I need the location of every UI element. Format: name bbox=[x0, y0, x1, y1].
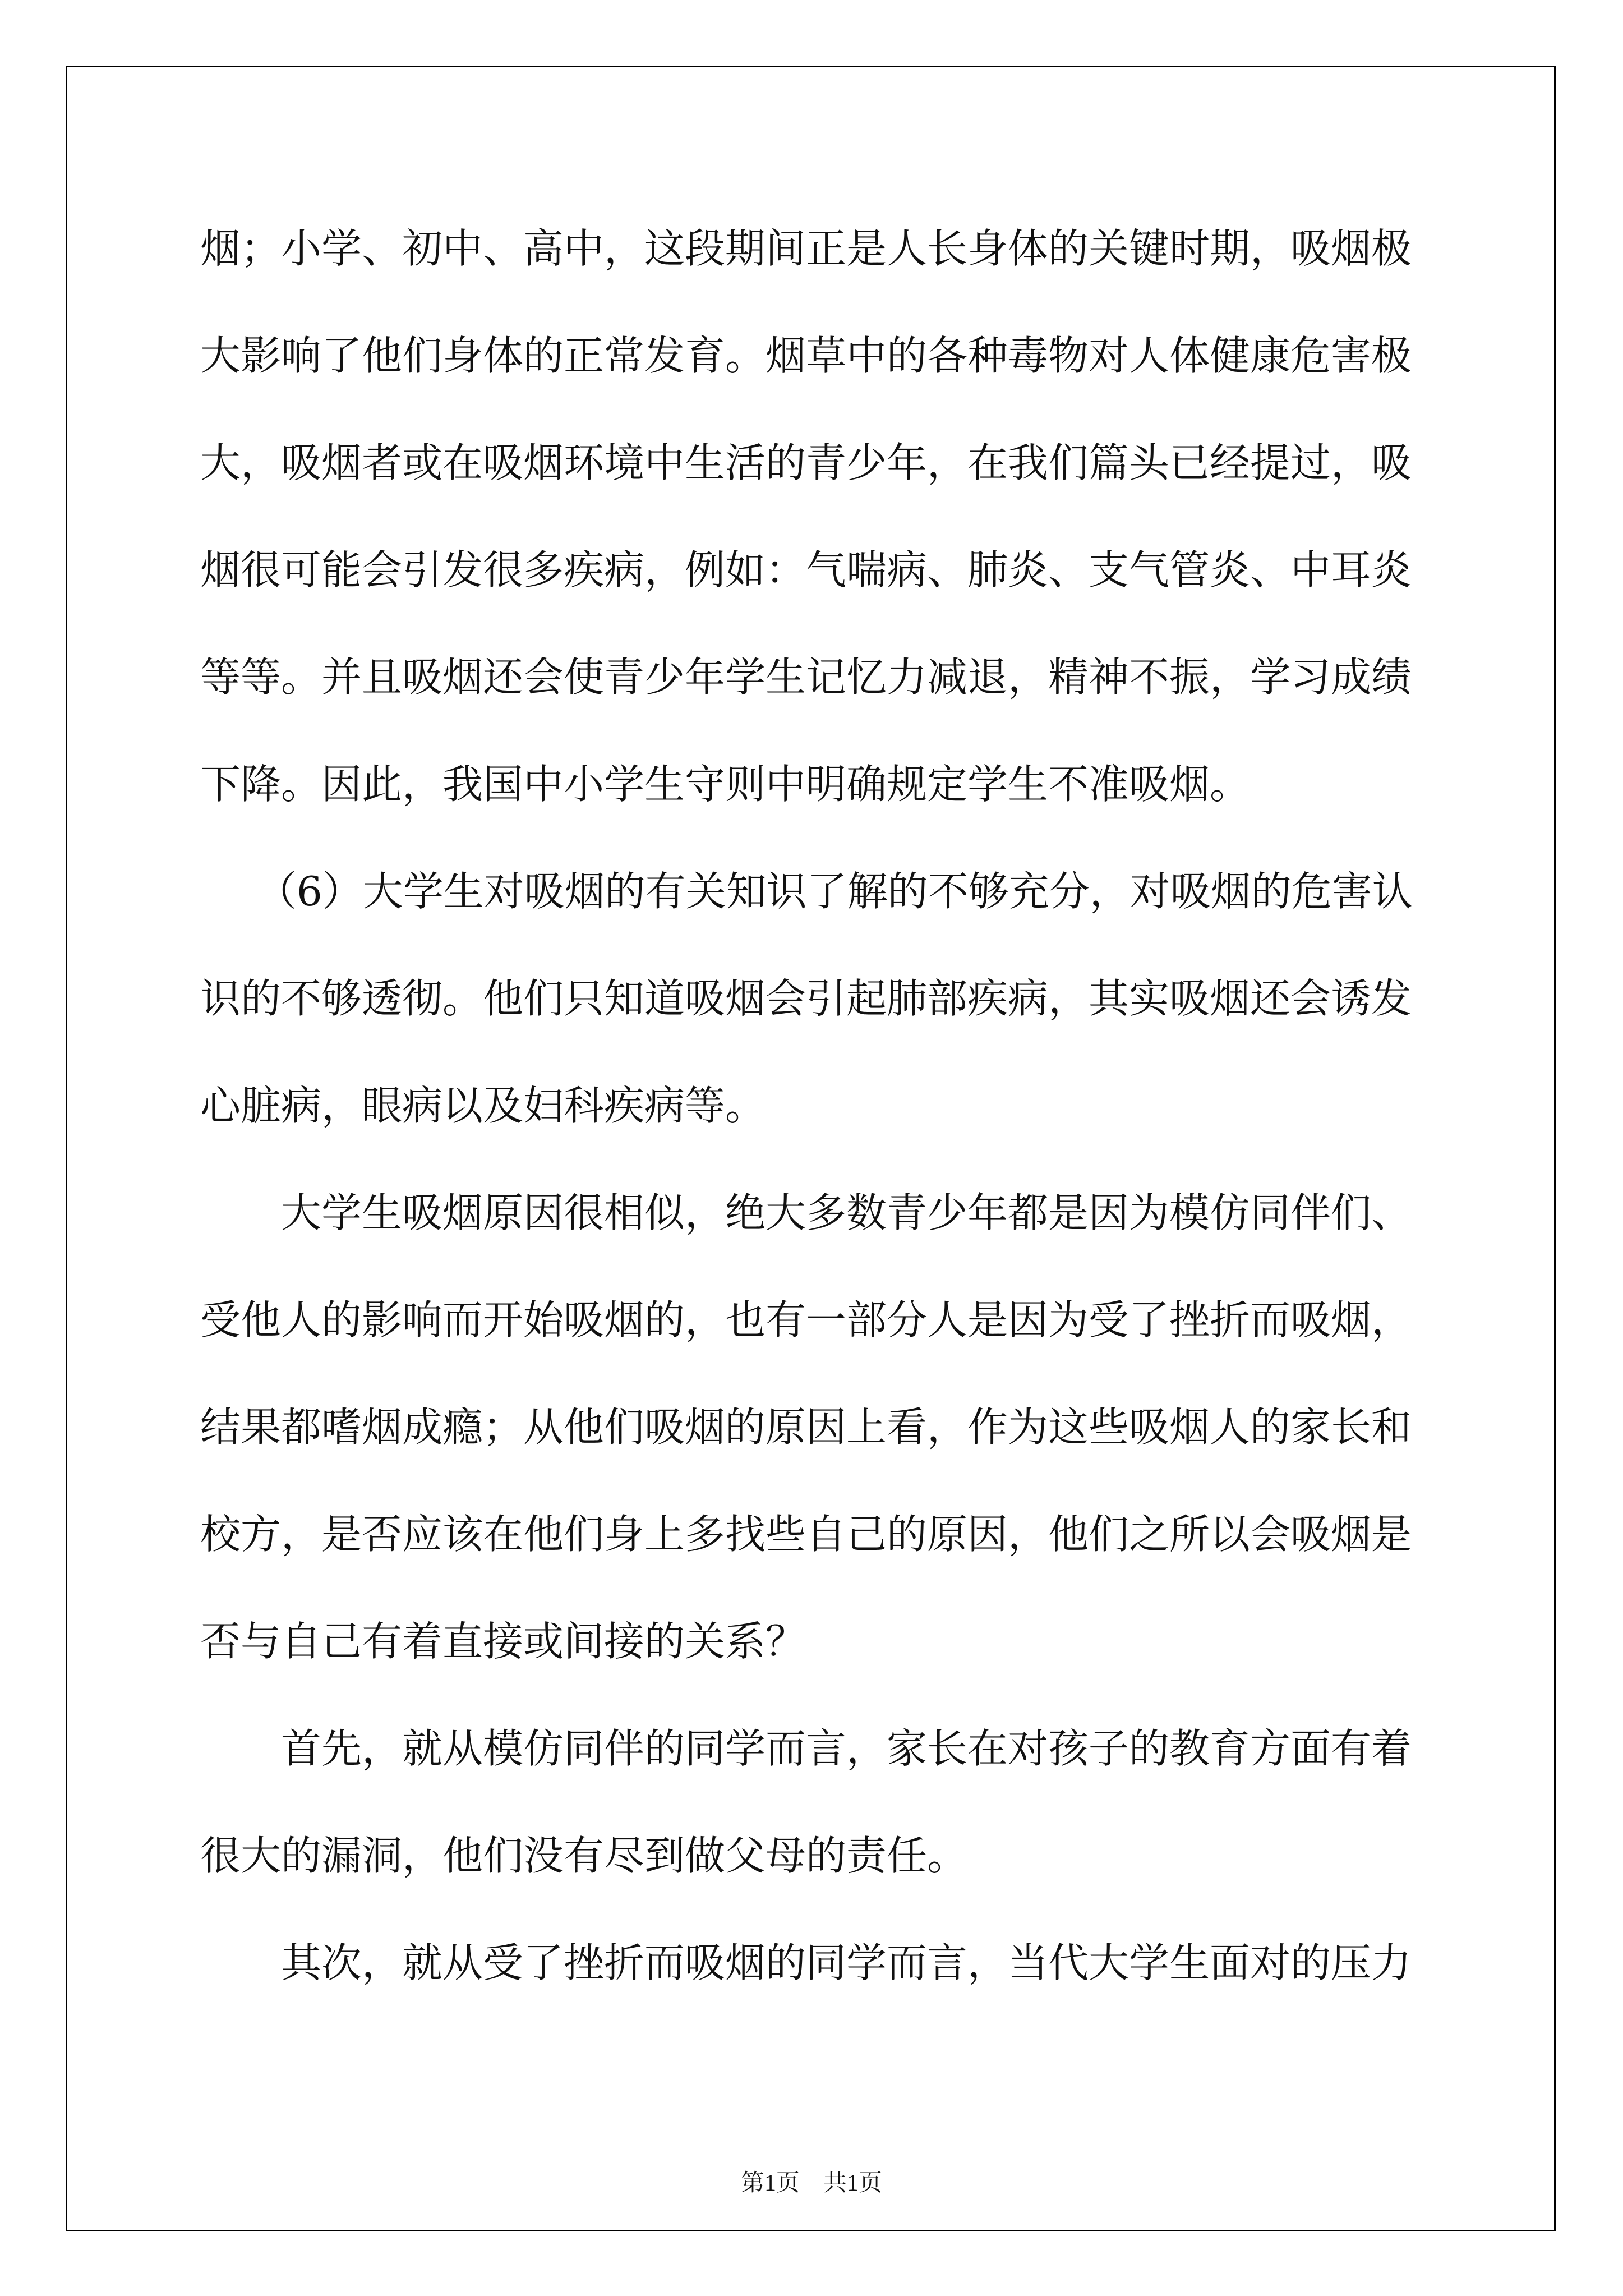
paragraph-4 bbox=[200, 1695, 1434, 1910]
body-line: 心脏病，眼病以及妇科疾病等。 bbox=[200, 1082, 766, 1129]
body-line: 否与自己有着直接或间接的关系？ bbox=[200, 1618, 806, 1665]
body-line: 等等。并且吸烟还会使青少年学生记忆力减退，精神不振，学习成绩 bbox=[200, 654, 1412, 701]
document-body bbox=[200, 195, 1434, 2017]
paragraph-1 bbox=[200, 195, 1434, 838]
body-line: 校方，是否应该在他们身上多找些自己的原因，他们之所以会吸烟是 bbox=[200, 1511, 1412, 1558]
body-line: 烟；小学、初中、高中，这段期间正是人长身体的关键时期，吸烟极 bbox=[200, 225, 1412, 272]
body-line: 首先，就从模仿同伴的同学而言，家长在对孩子的教育方面有着 bbox=[281, 1725, 1412, 1772]
body-line: 大，吸烟者或在吸烟环境中生活的青少年，在我们篇头已经提过，吸 bbox=[200, 439, 1412, 486]
page-number-footer: 第1页 共1页 bbox=[740, 2170, 882, 2196]
paragraph-5 bbox=[200, 1910, 1434, 2017]
body-line: 大学生吸烟原因很相似，绝大多数青少年都是因为模仿同伴们、 bbox=[281, 1189, 1412, 1236]
paragraph-2 bbox=[200, 838, 1434, 1159]
body-line: 识的不够透彻。他们只知道吸烟会引起肺部疾病，其实吸烟还会诱发 bbox=[200, 975, 1412, 1022]
body-line: 受他人的影响而开始吸烟的，也有一部分人是因为受了挫折而吸烟， bbox=[200, 1296, 1412, 1343]
paragraph-3 bbox=[200, 1159, 1434, 1695]
body-line: 下降。因此，我国中小学生守则中明确规定学生不准吸烟。 bbox=[200, 761, 1251, 808]
body-line: 大影响了他们身体的正常发育。烟草中的各种毒物对人体健康危害极 bbox=[200, 332, 1412, 379]
body-line: 其次，就从受了挫折而吸烟的同学而言，当代大学生面对的压力 bbox=[281, 1939, 1412, 1986]
body-line: 烟很可能会引发很多疾病，例如：气喘病、肺炎、支气管炎、中耳炎 bbox=[200, 546, 1412, 593]
body-line: 很大的漏洞，他们没有尽到做父母的责任。 bbox=[200, 1832, 968, 1879]
body-line: （6）大学生对吸烟的有关知识了解的不够充分，对吸烟的危害认 bbox=[256, 868, 1413, 915]
body-line: 结果都嗜烟成瘾；从他们吸烟的原因上看，作为这些吸烟人的家长和 bbox=[200, 1404, 1412, 1451]
